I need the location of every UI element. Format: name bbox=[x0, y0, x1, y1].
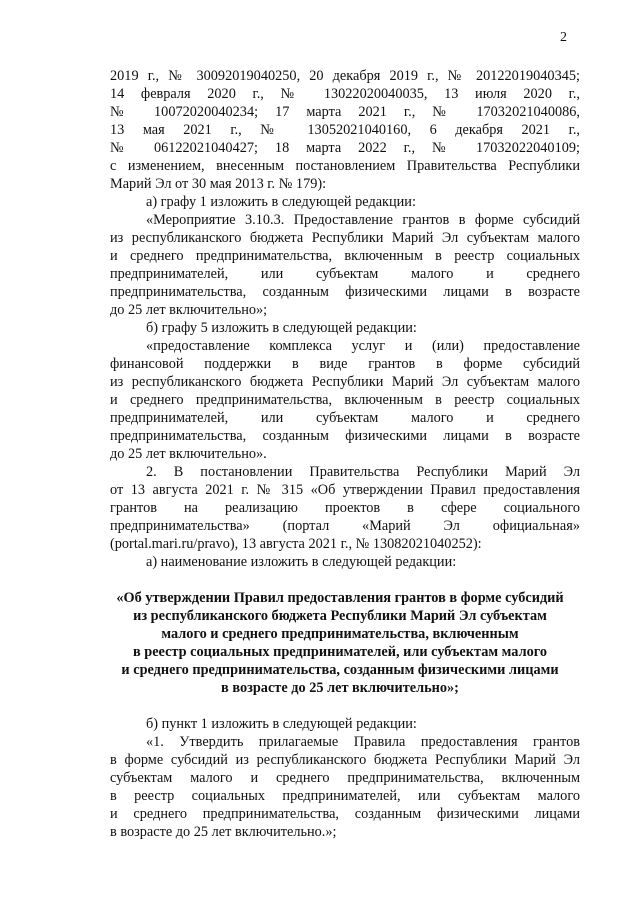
bold-title-line: из республиканского бюджета Республики Марий Эл субъектам bbox=[133, 608, 547, 624]
quote-line: и среднего предпринимательства, включенным в реестр социальных bbox=[110, 248, 580, 264]
quote-line: из республиканского бюджета Республики Марий Эл субъектам малого bbox=[110, 230, 580, 246]
quote-line: до 25 лет включительно». bbox=[110, 446, 267, 462]
text-line: грантов на реализацию проектов в сфере социального bbox=[110, 500, 580, 516]
quote-line: «предоставление комплекса услуг и (или) предоставление bbox=[146, 338, 580, 354]
quote-line: предпринимателей, или субъектам малого и среднего bbox=[110, 410, 580, 426]
quote-line: и среднего предпринимательства, созданным физическими лицами bbox=[110, 806, 580, 822]
quote-line: до 25 лет включительно»; bbox=[110, 302, 268, 318]
text-line: № 10072020040234; 17 марта 2021 г., № 17032021040086, bbox=[110, 104, 580, 120]
quote-line: и среднего предпринимательства, включенным в реестр социальных bbox=[110, 392, 580, 408]
text-line: (portal.mari.ru/pravo), 13 августа 2021 г., № 13082021040252): bbox=[110, 536, 482, 552]
list-item-heading: а) графу 1 изложить в следующей редакции: bbox=[146, 194, 416, 210]
quote-line: в возрасте до 25 лет включительно.»; bbox=[110, 824, 337, 840]
text-line: 2019 г., № 30092019040250, 20 декабря 2019 г., № 20122019040345; bbox=[110, 68, 580, 84]
quote-line: предпринимательства, созданным физическими лицами в возрасте bbox=[110, 284, 580, 300]
text-line: предпринимательства» (портал «Марий Эл официальная» bbox=[110, 518, 580, 534]
quote-line: финансовой поддержки в виде грантов в форме субсидий bbox=[110, 356, 580, 372]
page-number: 2 bbox=[560, 30, 567, 45]
text-line: 13 мая 2021 г., № 13052021040160, 6 декабря 2021 г., bbox=[110, 122, 580, 138]
quote-line: в реестр социальных предпринимателей, или субъектам малого bbox=[110, 788, 580, 804]
quote-line: «Мероприятие 3.10.3. Предоставление грантов в форме субсидий bbox=[146, 212, 580, 228]
quote-line: «1. Утвердить прилагаемые Правила предоставления грантов bbox=[146, 734, 580, 750]
bold-title-line: «Об утверждении Правил предоставления грантов в форме субсидий bbox=[116, 590, 564, 606]
quote-line: в форме субсидий из республиканского бюджета Республики Марий Эл bbox=[110, 752, 580, 768]
text-line: Марий Эл от 30 мая 2013 г. № 179): bbox=[110, 176, 327, 192]
list-item-heading: б) графу 5 изложить в следующей редакции: bbox=[146, 320, 417, 336]
bold-title-line: и среднего предпринимательства, созданным физическими лицами bbox=[121, 662, 559, 678]
list-item-heading: а) наименование изложить в следующей редакции: bbox=[146, 554, 457, 570]
bold-title-line: малого и среднего предпринимательства, включенным bbox=[161, 626, 519, 642]
bold-title-line: в возрасте до 25 лет включительно»; bbox=[221, 680, 459, 696]
quote-line: предпринимательства, созданным физическими лицами в возрасте bbox=[110, 428, 580, 444]
text-line: 14 февраля 2020 г., № 13022020040035, 13 июля 2020 г., bbox=[110, 86, 580, 102]
quote-line: из республиканского бюджета Республики Марий Эл субъектам малого bbox=[110, 374, 580, 390]
list-item-heading: б) пункт 1 изложить в следующей редакции: bbox=[146, 716, 417, 732]
quote-line: субъектам малого и среднего предпринимательства, включенным bbox=[110, 770, 580, 786]
quote-line: предпринимателей, или субъектам малого и среднего bbox=[110, 266, 580, 282]
text-line: № 06122021040427; 18 марта 2022 г., № 17032022040109; bbox=[110, 140, 580, 156]
text-line: с изменением, внесенным постановлением Правительства Республики bbox=[110, 158, 580, 174]
text-line: от 13 августа 2021 г. № 315 «Об утверждении Правил предоставления bbox=[110, 482, 580, 498]
bold-title-line: в реестр социальных предпринимателей, или субъектам малого bbox=[132, 644, 548, 660]
text-line: 2. В постановлении Правительства Республики Марий Эл bbox=[146, 464, 580, 480]
